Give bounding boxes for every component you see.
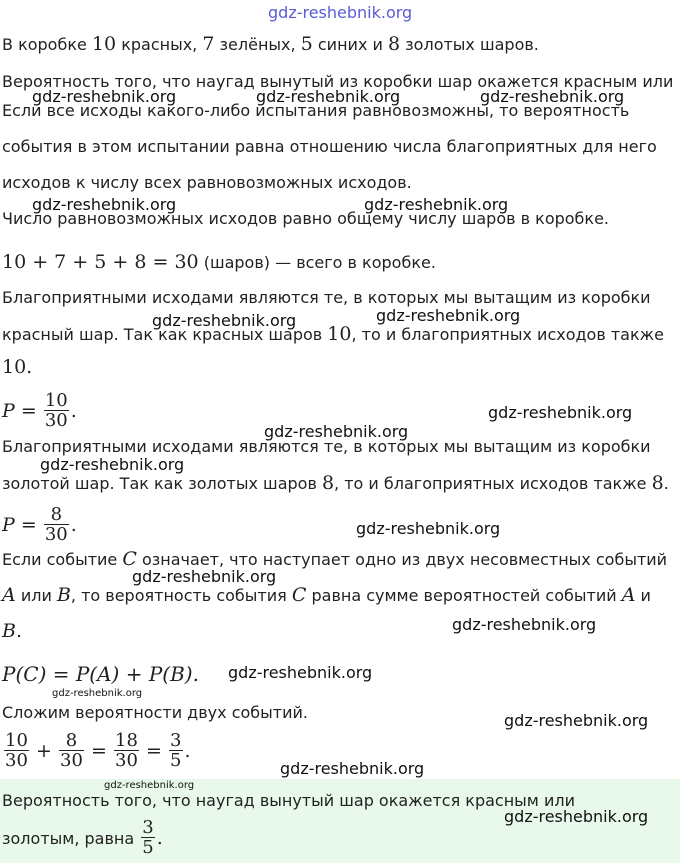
watermark[interactable]: gdz-reshebnik.org bbox=[504, 711, 649, 730]
watermark[interactable]: gdz-reshebnik.org bbox=[32, 87, 177, 106]
watermark[interactable]: gdz-reshebnik.org bbox=[132, 567, 277, 586]
addition-rule: P(C) = P(A) + P(B). bbox=[2, 662, 199, 686]
answer-line: золотым, равна $\frac{3}{5}$ . bbox=[2, 817, 163, 858]
watermark[interactable]: gdz-reshebnik.org bbox=[376, 306, 521, 325]
watermark[interactable]: gdz-reshebnik.org bbox=[504, 807, 649, 826]
fraction: $\frac{18}{30}$ bbox=[115, 730, 138, 771]
text-line: B. bbox=[2, 620, 23, 642]
fraction: $\frac{10}{30}$ bbox=[5, 730, 28, 771]
watermark[interactable]: gdz-reshebnik.org bbox=[52, 688, 143, 699]
watermark[interactable]: gdz-reshebnik.org bbox=[268, 3, 413, 22]
text-line: золотой шар. Так как золотых шаров 8, то и благоприятных исходов также 8. bbox=[2, 472, 669, 494]
watermark[interactable]: gdz-reshebnik.org bbox=[452, 615, 597, 634]
watermark[interactable]: gdz-reshebnik.org bbox=[104, 780, 195, 791]
sum-of-fractions: $\frac{10}{30}$ + $\frac{8}{30}$ = $\frac{18}{30}$ = $\frac{3}{5}$ . bbox=[5, 730, 191, 771]
sum-equation: 10 + 7 + 5 + 8 = 30 (шаров) — всего в коробке. bbox=[2, 251, 436, 273]
probability-gold: P = $\frac{8}{30}$ . bbox=[2, 504, 77, 545]
text-line: Если все исходы какого-либо испытания равновозможны, то вероятность bbox=[2, 101, 630, 120]
fraction: $\frac{8}{30}$ bbox=[44, 504, 68, 545]
answer-fraction: $\frac{3}{5}$ bbox=[142, 817, 154, 858]
text-line: события в этом испытании равна отношению числа благоприятных для него bbox=[2, 137, 657, 156]
watermark[interactable]: gdz-reshebnik.org bbox=[280, 759, 425, 778]
text-line: Сложим вероятности двух событий. bbox=[2, 703, 308, 722]
fraction: $\frac{10}{30}$ bbox=[44, 390, 68, 431]
watermark[interactable]: gdz-reshebnik.org bbox=[264, 422, 409, 441]
watermark[interactable]: gdz-reshebnik.org bbox=[32, 195, 177, 214]
text-line: красный шар. Так как красных шаров 10, то и благоприятных исходов также bbox=[2, 323, 664, 345]
question-line: Вероятность того, что наугад вынутый из коробки шар окажется красным или bbox=[2, 72, 674, 91]
watermark[interactable]: gdz-reshebnik.org bbox=[152, 311, 297, 330]
text-line: Число равновозможных исходов равно общему числу шаров в коробке. bbox=[2, 209, 610, 228]
watermark[interactable]: gdz-reshebnik.org bbox=[356, 519, 501, 538]
watermark[interactable]: gdz-reshebnik.org bbox=[480, 87, 625, 106]
probability-red: P = $\frac{10}{30}$ . bbox=[2, 390, 77, 431]
fraction: $\frac{8}{30}$ bbox=[60, 730, 83, 771]
text-line: Если событие C означает, что наступает одно из двух несовместных событий bbox=[2, 548, 668, 570]
watermark[interactable]: gdz-reshebnik.org bbox=[256, 87, 401, 106]
answer-line: Вероятность того, что наугад вынутый шар окажется красным или bbox=[2, 791, 575, 810]
problem-statement: В коробке 10 красных, 7 зелёных, 5 синих и 8 золотых шаров. bbox=[2, 33, 539, 55]
watermark[interactable]: gdz-reshebnik.org bbox=[40, 455, 185, 474]
text-line: 10. bbox=[2, 356, 33, 378]
text-line: A или B, то вероятность события C равна сумме вероятностей событий A и bbox=[2, 584, 651, 606]
watermark[interactable]: gdz-reshebnik.org bbox=[364, 195, 509, 214]
fraction: $\frac{3}{5}$ bbox=[170, 730, 182, 771]
text-line: исходов к числу всех равновозможных исходов. bbox=[2, 173, 412, 192]
text-line: Благоприятными исходами являются те, в которых мы вытащим из коробки bbox=[2, 288, 651, 307]
watermark[interactable]: gdz-reshebnik.org bbox=[488, 403, 633, 422]
watermark[interactable]: gdz-reshebnik.org bbox=[228, 663, 373, 682]
text-line: Благоприятными исходами являются те, в которых мы вытащим из коробки bbox=[2, 437, 651, 456]
